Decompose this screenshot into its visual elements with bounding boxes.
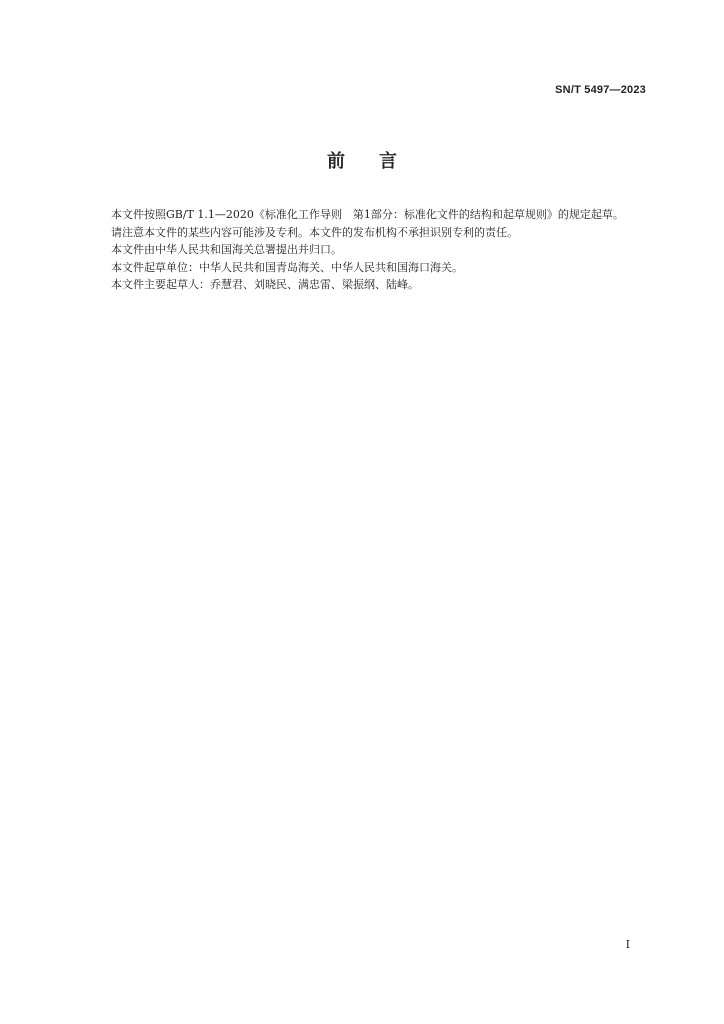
preface-body: [88, 206, 650, 294]
title-char-2: 言: [379, 151, 397, 172]
page-title: [0, 147, 724, 173]
paragraph-patent-notice: 请注意本文件的某些内容可能涉及专利。本文件的发布机构不承担识别专利的责任。: [111, 225, 518, 239]
paragraph-drafters: 本文件主要起草人：乔慧君、刘晓民、满忠雷、梁振纲、陆峰。: [111, 278, 419, 291]
standard-number: SN/T 5497—2023: [555, 84, 646, 96]
paragraph-drafting-units: 本文件起草单位：中华人民共和国青岛海关、中华人民共和国海口海关。: [111, 260, 463, 274]
paragraph-drafting-rules: 本文件按照GB/T 1.1—2020《标准化工作导则 第1部分：标准化文件的结构和起草规则》的规定起草。: [111, 208, 624, 221]
title-char-1: 前: [327, 151, 345, 172]
paragraph-proposer: 本文件由中华人民共和国海关总署提出并归口。: [111, 243, 342, 256]
page-number: I: [625, 938, 630, 951]
